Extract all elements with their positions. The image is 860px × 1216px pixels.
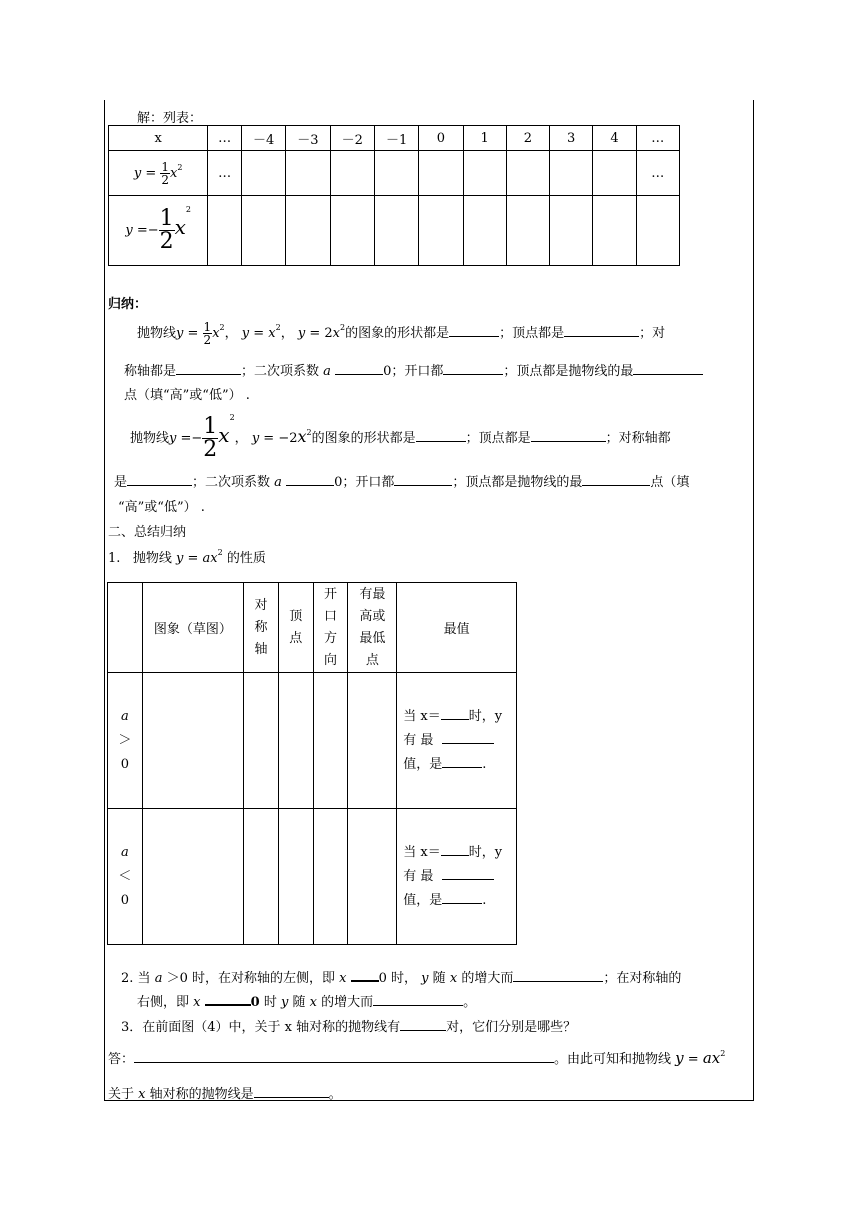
header-opening [313, 583, 348, 673]
x-header: x [109, 126, 208, 151]
text: 抛物线 [137, 326, 177, 341]
summary-p1-line1: 抛物线y = $\frac{1}{2}$ $x^2$， $y = x^2$， $y = 2x^2$的图象的形状都是 ；顶点都是 ；对 [137, 320, 666, 347]
header-vertex [278, 583, 313, 673]
text: 3．在前面图（4）中，关于 x 轴对称的抛物线有 [121, 1020, 401, 1035]
text: 是 [114, 475, 128, 490]
text: a [121, 708, 129, 724]
summary-heading: 归纳： [108, 297, 148, 312]
x-cell: －1 [374, 126, 418, 151]
text: 。 [463, 995, 477, 1010]
formula-y-neg-half-x2: y =− $\frac{1}{2}$ $x^2$ [109, 196, 208, 266]
last-line: 关于 x 轴对称的抛物线是 。 [108, 1087, 342, 1102]
text: 0 [120, 892, 130, 908]
text: 0；开口都 [383, 364, 444, 379]
text: 值，是 [403, 892, 443, 908]
cond-a-positive [108, 673, 143, 809]
text: 0 时， [378, 971, 418, 986]
blank-count[interactable] [400, 1030, 446, 1031]
text: 时 [263, 995, 277, 1010]
text: ＞ [118, 732, 132, 748]
text: 当 x＝ [403, 708, 441, 724]
text: 右侧，即 [137, 995, 190, 1010]
blank-highlow[interactable] [633, 374, 703, 375]
blank-right-cond[interactable] [205, 1004, 251, 1006]
header-graph: 图象（草图） [142, 583, 243, 673]
text: 轴对称的抛物线是 [149, 1087, 254, 1102]
blank-left-cond[interactable] [351, 980, 379, 982]
x-cell: … [636, 126, 679, 151]
blank-open[interactable] [443, 374, 503, 375]
text: 抛物线 [132, 551, 172, 566]
text: . [482, 756, 487, 772]
header-highlow [348, 583, 397, 673]
x-cell: 2 [506, 126, 549, 151]
x-cell: －2 [330, 126, 374, 151]
blank-axis[interactable] [176, 374, 241, 375]
extreme-cell-2 [397, 809, 517, 945]
blank-value[interactable] [442, 767, 482, 768]
text: ；顶点都是抛物线的最 [452, 475, 583, 490]
text: ；顶点都是抛物线的最 [503, 364, 634, 379]
header-axis [244, 583, 279, 673]
properties-table [107, 582, 517, 945]
summary-p1-line3: 点（填“高”或“低”） . [124, 388, 250, 403]
summary-p1-line2: 称轴都是 ；二次项系数 a 0；开口都 ；顶点都是抛物线的最 [124, 360, 703, 379]
blank-coef[interactable] [335, 374, 383, 375]
text: . [482, 892, 487, 908]
summary-p2-line1: 抛物线y =− $\frac{1}{2}$ $x^2$， $y = -2x^2$的图象的形状都是 ；顶点都是 ；对称轴都 [130, 413, 671, 462]
blank-highlow-2[interactable] [582, 485, 650, 486]
blank-shape[interactable] [449, 336, 499, 337]
extreme-cell-1 [397, 673, 517, 809]
text: 随 [432, 971, 446, 986]
header-extreme: 最值 [397, 583, 517, 673]
blank-coef-2[interactable] [286, 485, 334, 486]
text: 对，它们分别是哪些？ [446, 1020, 577, 1035]
blank-right-trend[interactable] [373, 1005, 463, 1006]
item2-line2: 右侧，即 x 0 时 y 随 x 的增大而 。 [137, 995, 477, 1010]
blank-axis-2[interactable] [127, 485, 192, 486]
x-cell: －3 [286, 126, 330, 151]
x-cell: 1 [463, 126, 506, 151]
text: 。 [328, 1087, 342, 1102]
text: ；二次项系数 [241, 364, 320, 379]
text: 的性质 [226, 551, 266, 566]
blank-open-2[interactable] [394, 485, 452, 486]
text: ；顶点都是 [499, 326, 565, 341]
text: 有最高或最低点 [359, 586, 386, 668]
text: ；顶点都是 [465, 431, 531, 446]
text: 称轴都是 [124, 364, 177, 379]
x-cell: 3 [550, 126, 593, 151]
blank-shape-2[interactable] [416, 441, 466, 442]
blank-value[interactable] [442, 903, 482, 904]
x-cell: 4 [593, 126, 636, 151]
text: 的增大而 [321, 995, 374, 1010]
text: 对称轴 [254, 597, 268, 657]
text: ＞0 时，在对称轴的左侧，即 [166, 971, 335, 986]
intro-label: 解：列表： [137, 111, 203, 126]
section2-item1: 1. 抛物线 $y = ax^2$ 的性质 [108, 548, 266, 566]
y1-cell: … [208, 151, 242, 196]
text: 当 x＝ [403, 844, 441, 860]
text: 有 最 [403, 868, 434, 884]
blank-vertex-2[interactable] [531, 441, 606, 442]
text: 时，y [468, 708, 503, 724]
formula-y-half-x2: y = $\frac{1}{2}$ $x^2$ [109, 151, 208, 196]
text: 的增大而 [461, 971, 514, 986]
table-row-y2 [109, 196, 680, 266]
item3 [121, 1016, 576, 1035]
item2-line1: 2. 当 a ＞0 时，在对称轴的左侧，即 x 0 时， y 随 x 的增大而 ；在对称轴的 [121, 971, 682, 986]
blank-symmetric[interactable] [254, 1097, 329, 1098]
blank-maxmin[interactable] [442, 743, 494, 744]
x-cell: 0 [419, 126, 463, 151]
text: 时，y [468, 844, 503, 860]
text: 抛物线 [130, 431, 170, 446]
text: 顶点 [289, 608, 303, 646]
text: ＜ [118, 868, 132, 884]
table-row-y1 [109, 151, 680, 196]
text: 随 [292, 995, 306, 1010]
text: 答： [108, 1052, 135, 1067]
blank-maxmin[interactable] [442, 879, 494, 880]
text: 有 最 [403, 732, 434, 748]
value-table [108, 125, 680, 266]
x-cell: … [208, 126, 242, 151]
text: 的图象的形状都是 [311, 431, 416, 446]
text: 0 [120, 756, 130, 772]
summary-p2-line3: “高”或“低”） . [118, 500, 205, 515]
x-cell: －4 [241, 126, 285, 151]
text: ；二次项系数 [192, 475, 271, 490]
text: 2. 当 [121, 971, 151, 986]
text: 关于 [108, 1087, 135, 1102]
text: 0；开口都 [334, 475, 395, 490]
blank-x[interactable] [441, 855, 469, 856]
table-row-x [109, 126, 680, 151]
section2-title: 二、总结归纳 [108, 525, 187, 540]
table-row-a-negative [108, 809, 517, 945]
blank-x[interactable] [441, 719, 469, 720]
answer-line: 答： 。由此可知和抛物线 $y = ax^2$ [108, 1049, 726, 1067]
text: ；对 [639, 326, 666, 341]
text: 点（填 [650, 475, 690, 490]
y1-cell: … [636, 151, 679, 196]
table-row-a-positive [108, 673, 517, 809]
text: 1. [108, 551, 121, 566]
cond-a-negative [108, 809, 143, 945]
text: a [121, 844, 129, 860]
blank-vertex[interactable] [564, 336, 639, 337]
text: ；对称轴都 [605, 431, 671, 446]
table2-header-row [108, 583, 517, 673]
text: ；在对称轴的 [603, 971, 682, 986]
text: 。由此可知和抛物线 [554, 1052, 672, 1067]
blank-answer[interactable] [134, 1062, 554, 1063]
text: 的图象的形状都是 [345, 326, 450, 341]
summary-p2-line2: 是 ；二次项系数 a 0；开口都 ；顶点都是抛物线的最 点（填 [114, 475, 690, 490]
text: 0 [250, 995, 260, 1010]
blank-left-trend[interactable] [513, 981, 603, 982]
text: 值，是 [403, 756, 443, 772]
text: 开口方向 [324, 586, 338, 668]
